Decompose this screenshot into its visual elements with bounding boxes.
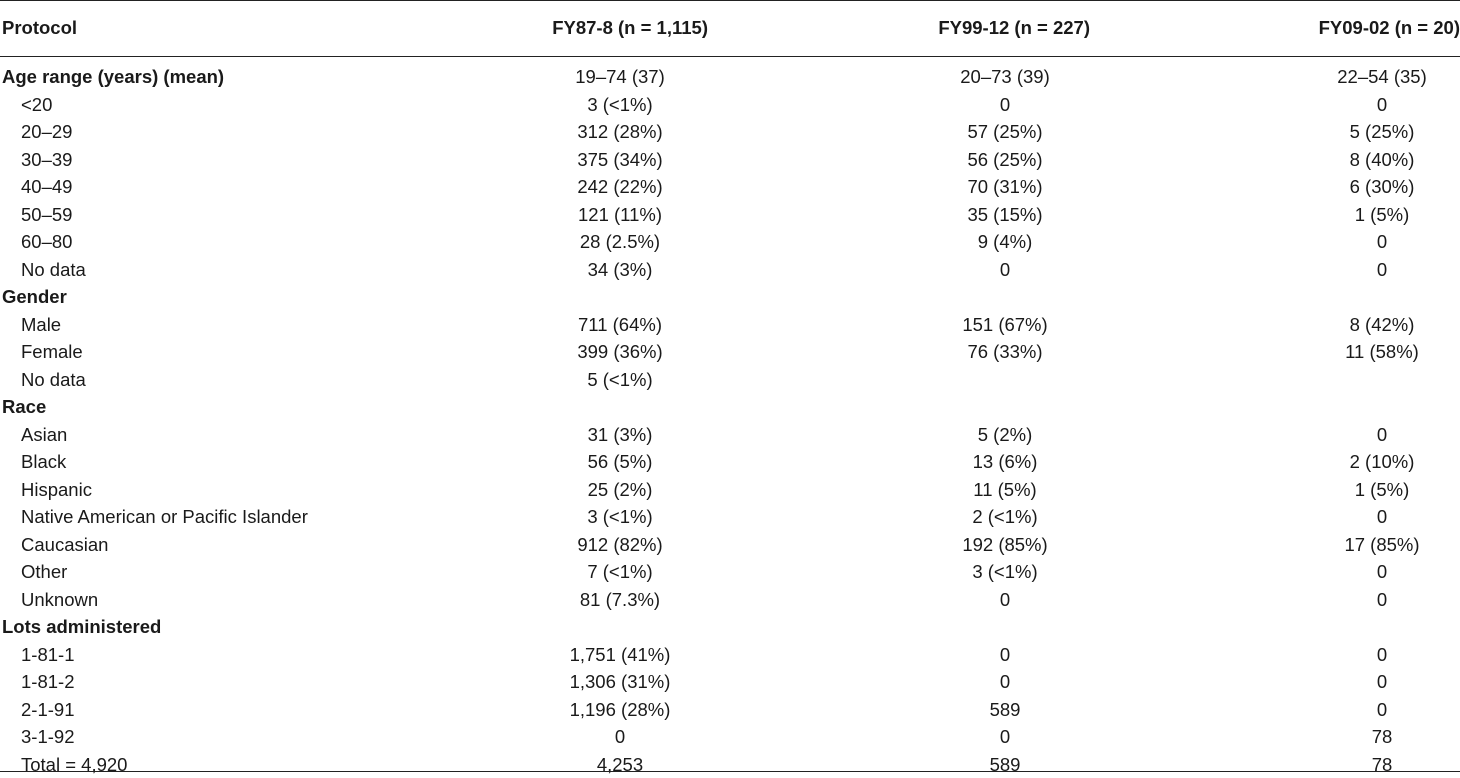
- table-row: [0, 118, 1460, 146]
- section-row: [0, 63, 1460, 91]
- cell-fy09-02: 17 (85%): [1282, 531, 1460, 559]
- cell-fy09-02: [1282, 366, 1460, 394]
- table-row: [0, 228, 1460, 256]
- cell-fy09-02: 8 (40%): [1282, 146, 1460, 174]
- cell-fy99-12: [905, 393, 1105, 421]
- row-label: Gender: [2, 283, 67, 311]
- section-row: [0, 613, 1460, 641]
- table-row: [0, 201, 1460, 229]
- cell-fy99-12: [905, 366, 1105, 394]
- cell-fy99-12: 589: [905, 751, 1105, 778]
- row-label: 3-1-92: [21, 723, 74, 751]
- row-label: Female: [21, 338, 83, 366]
- cell-fy99-12: 151 (67%): [905, 311, 1105, 339]
- cell-fy99-12: 13 (6%): [905, 448, 1105, 476]
- row-label: <20: [21, 91, 52, 119]
- cell-fy09-02: 8 (42%): [1282, 311, 1460, 339]
- cell-fy87-8: [520, 283, 720, 311]
- cell-fy99-12: 0: [905, 641, 1105, 669]
- cell-fy99-12: 2 (<1%): [905, 503, 1105, 531]
- cell-fy09-02: 0: [1282, 256, 1460, 284]
- cell-fy87-8: 31 (3%): [520, 421, 720, 449]
- table-header-row: [0, 0, 1460, 57]
- row-label: 60–80: [21, 228, 72, 256]
- row-label: Age range (years) (mean): [2, 63, 224, 91]
- cell-fy87-8: 25 (2%): [520, 476, 720, 504]
- header-fy99-12: FY99-12 (n = 227): [938, 1, 1090, 55]
- cell-fy09-02: 0: [1282, 696, 1460, 724]
- table-row: [0, 586, 1460, 614]
- row-label: Race: [2, 393, 46, 421]
- cell-fy87-8: 1,196 (28%): [520, 696, 720, 724]
- cell-fy87-8: 912 (82%): [520, 531, 720, 559]
- table-row: [0, 531, 1460, 559]
- cell-fy99-12: 20–73 (39): [905, 63, 1105, 91]
- cell-fy99-12: 0: [905, 256, 1105, 284]
- cell-fy87-8: 19–74 (37): [520, 63, 720, 91]
- cell-fy99-12: 56 (25%): [905, 146, 1105, 174]
- cell-fy99-12: 589: [905, 696, 1105, 724]
- cell-fy87-8: 34 (3%): [520, 256, 720, 284]
- cell-fy87-8: 375 (34%): [520, 146, 720, 174]
- cell-fy09-02: 0: [1282, 91, 1460, 119]
- row-label: 2-1-91: [21, 696, 74, 724]
- cell-fy87-8: 4,253: [520, 751, 720, 778]
- cell-fy09-02: 1 (5%): [1282, 201, 1460, 229]
- table-row: [0, 173, 1460, 201]
- cell-fy87-8: 3 (<1%): [520, 503, 720, 531]
- header-fy87-8: FY87-8 (n = 1,115): [552, 1, 708, 55]
- row-label: 1-81-1: [21, 641, 74, 669]
- row-label: Caucasian: [21, 531, 108, 559]
- cell-fy99-12: [905, 613, 1105, 641]
- row-label: 50–59: [21, 201, 72, 229]
- cell-fy99-12: 57 (25%): [905, 118, 1105, 146]
- cell-fy87-8: 3 (<1%): [520, 91, 720, 119]
- table-row: [0, 311, 1460, 339]
- table-row: [0, 751, 1460, 778]
- cell-fy09-02: 11 (58%): [1282, 338, 1460, 366]
- cell-fy87-8: 312 (28%): [520, 118, 720, 146]
- row-label: 40–49: [21, 173, 72, 201]
- cell-fy87-8: 1,306 (31%): [520, 668, 720, 696]
- section-row: [0, 283, 1460, 311]
- header-protocol: Protocol: [2, 1, 77, 55]
- table-row: [0, 91, 1460, 119]
- cell-fy99-12: 0: [905, 586, 1105, 614]
- table-row: [0, 146, 1460, 174]
- cell-fy99-12: 192 (85%): [905, 531, 1105, 559]
- cell-fy87-8: 399 (36%): [520, 338, 720, 366]
- cell-fy87-8: [520, 393, 720, 421]
- table-row: [0, 338, 1460, 366]
- cell-fy09-02: 0: [1282, 558, 1460, 586]
- table-row: [0, 476, 1460, 504]
- cell-fy99-12: 0: [905, 723, 1105, 751]
- table-row: [0, 558, 1460, 586]
- row-label: Hispanic: [21, 476, 92, 504]
- cell-fy09-02: [1282, 393, 1460, 421]
- header-fy09-02: FY09-02 (n = 20): [1319, 1, 1460, 55]
- table-row: [0, 723, 1460, 751]
- cell-fy99-12: 35 (15%): [905, 201, 1105, 229]
- cell-fy87-8: [520, 613, 720, 641]
- cell-fy87-8: 5 (<1%): [520, 366, 720, 394]
- cell-fy09-02: 78: [1282, 751, 1460, 778]
- cell-fy87-8: 121 (11%): [520, 201, 720, 229]
- cell-fy09-02: [1282, 613, 1460, 641]
- bottom-rule: [0, 771, 1460, 772]
- row-label: No data: [21, 366, 86, 394]
- cell-fy99-12: 3 (<1%): [905, 558, 1105, 586]
- row-label: Unknown: [21, 586, 98, 614]
- row-label: Lots administered: [2, 613, 161, 641]
- table-row: [0, 696, 1460, 724]
- cell-fy87-8: 81 (7.3%): [520, 586, 720, 614]
- cell-fy87-8: 711 (64%): [520, 311, 720, 339]
- cell-fy87-8: 28 (2.5%): [520, 228, 720, 256]
- table-body: [0, 63, 1460, 778]
- cell-fy99-12: 11 (5%): [905, 476, 1105, 504]
- cell-fy99-12: 70 (31%): [905, 173, 1105, 201]
- cell-fy09-02: 78: [1282, 723, 1460, 751]
- cell-fy87-8: 7 (<1%): [520, 558, 720, 586]
- row-label: 30–39: [21, 146, 72, 174]
- cell-fy87-8: 0: [520, 723, 720, 751]
- table-row: [0, 668, 1460, 696]
- section-row: [0, 393, 1460, 421]
- row-label: Black: [21, 448, 66, 476]
- cell-fy09-02: 0: [1282, 228, 1460, 256]
- cell-fy99-12: 0: [905, 668, 1105, 696]
- row-label: 1-81-2: [21, 668, 74, 696]
- cell-fy09-02: 0: [1282, 503, 1460, 531]
- cell-fy99-12: 5 (2%): [905, 421, 1105, 449]
- cell-fy87-8: 56 (5%): [520, 448, 720, 476]
- cell-fy09-02: 5 (25%): [1282, 118, 1460, 146]
- table-row: [0, 448, 1460, 476]
- row-label: No data: [21, 256, 86, 284]
- row-label: 20–29: [21, 118, 72, 146]
- cell-fy99-12: 9 (4%): [905, 228, 1105, 256]
- row-label: Other: [21, 558, 67, 586]
- cell-fy09-02: 0: [1282, 586, 1460, 614]
- cell-fy09-02: 2 (10%): [1282, 448, 1460, 476]
- row-label: Total = 4,920: [21, 751, 127, 778]
- row-label: Asian: [21, 421, 67, 449]
- row-label: Native American or Pacific Islander: [21, 503, 308, 531]
- cell-fy99-12: 0: [905, 91, 1105, 119]
- cell-fy87-8: 1,751 (41%): [520, 641, 720, 669]
- table-row: [0, 421, 1460, 449]
- cell-fy09-02: 6 (30%): [1282, 173, 1460, 201]
- table-row: [0, 256, 1460, 284]
- cell-fy99-12: [905, 283, 1105, 311]
- cell-fy09-02: 1 (5%): [1282, 476, 1460, 504]
- table-row: [0, 641, 1460, 669]
- cell-fy09-02: 0: [1282, 641, 1460, 669]
- table-row: [0, 503, 1460, 531]
- row-label: Male: [21, 311, 61, 339]
- cell-fy09-02: 0: [1282, 421, 1460, 449]
- cell-fy99-12: 76 (33%): [905, 338, 1105, 366]
- cell-fy09-02: 0: [1282, 668, 1460, 696]
- table-row: [0, 366, 1460, 394]
- cell-fy09-02: [1282, 283, 1460, 311]
- cell-fy87-8: 242 (22%): [520, 173, 720, 201]
- cell-fy09-02: 22–54 (35): [1282, 63, 1460, 91]
